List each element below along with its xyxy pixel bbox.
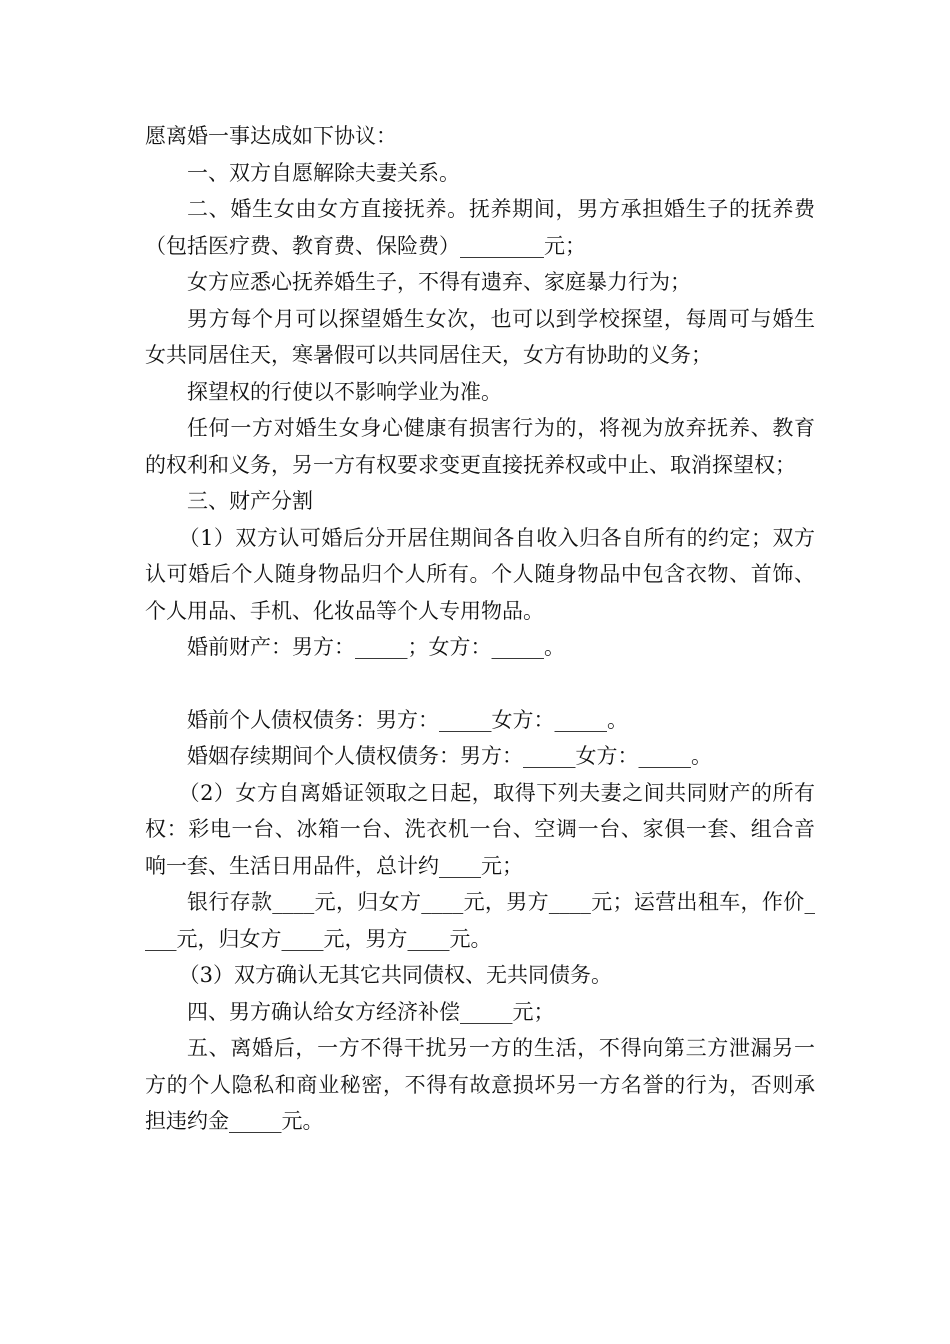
paragraph-visitation-limit: 探望权的行使以不影响学业为准。 bbox=[187, 379, 502, 404]
paragraph-harm-clause: 任何一方对婚生女身心健康有损害行为的，将视为放弃抚养、教育的权利和义务，另一方有权要求变更直接抚养权或中止、取消探望权； bbox=[145, 416, 815, 477]
paragraph-marital-debts: 婚姻存续期间个人债权债务：男方：_____女方：_____。 bbox=[187, 744, 712, 768]
blank-line bbox=[145, 666, 815, 702]
paragraph-property-2: （2）女方自离婚证领取之日起，取得下列夫妻之间共同财产的所有权：彩电一台、冰箱一台、洗衣机一台、空调一台、家俱一套、组合音响一套、生活日用品件，总计约____元； bbox=[145, 780, 815, 878]
paragraph-premarital-debts: 婚前个人债权债务：男方：_____女方：_____。 bbox=[187, 707, 628, 732]
paragraph-property-3: （3）双方确认无其它共同债权、无共同债务。 bbox=[178, 963, 612, 987]
paragraph-intro: 愿离婚一事达成如下协议： bbox=[145, 124, 397, 148]
paragraph-bank-deposit: 银行存款____元，归女方____元，男方____元；运营出租车，作价____元，归女方____元，男方____元。 bbox=[145, 890, 815, 951]
paragraph-clause-2: 二、婚生女由女方直接抚养。抚养期间，男方承担婚生子的抚养费（包括医疗费、教育费、保险费）________元； bbox=[145, 197, 815, 258]
paragraph-care-duty: 女方应悉心抚养婚生子，不得有遗弃、家庭暴力行为； bbox=[187, 270, 691, 294]
paragraph-clause-4: 四、男方确认给女方经济补偿_____元； bbox=[187, 999, 555, 1024]
paragraph-premarital-property: 婚前财产：男方：_____；女方：_____。 bbox=[187, 635, 565, 659]
paragraph-property-1: （1）双方认可婚后分开居住期间各自收入归各自所有的约定；双方认可婚后个人随身物品归个人所有。个人随身物品中包含衣物、首饰、个人用品、手机、化妆品等个人专用物品。 bbox=[145, 525, 815, 623]
paragraph-clause-5: 五、离婚后，一方不得干扰另一方的生活，不得向第三方泄漏另一方的个人隐私和商业秘密，不得有故意损坏另一方名誉的行为，否则承担违约金_____元。 bbox=[145, 1036, 815, 1133]
paragraph-visitation: 男方每个月可以探望婚生女次，也可以到学校探望，每周可与婚生女共同居住天，寒暑假可以共同居住天，女方有协助的义务； bbox=[145, 306, 815, 367]
paragraph-clause-3-heading: 三、财产分割 bbox=[187, 489, 313, 513]
agreement-body bbox=[145, 118, 815, 1140]
paragraph-clause-1: 一、双方自愿解除夫妻关系。 bbox=[187, 160, 460, 185]
